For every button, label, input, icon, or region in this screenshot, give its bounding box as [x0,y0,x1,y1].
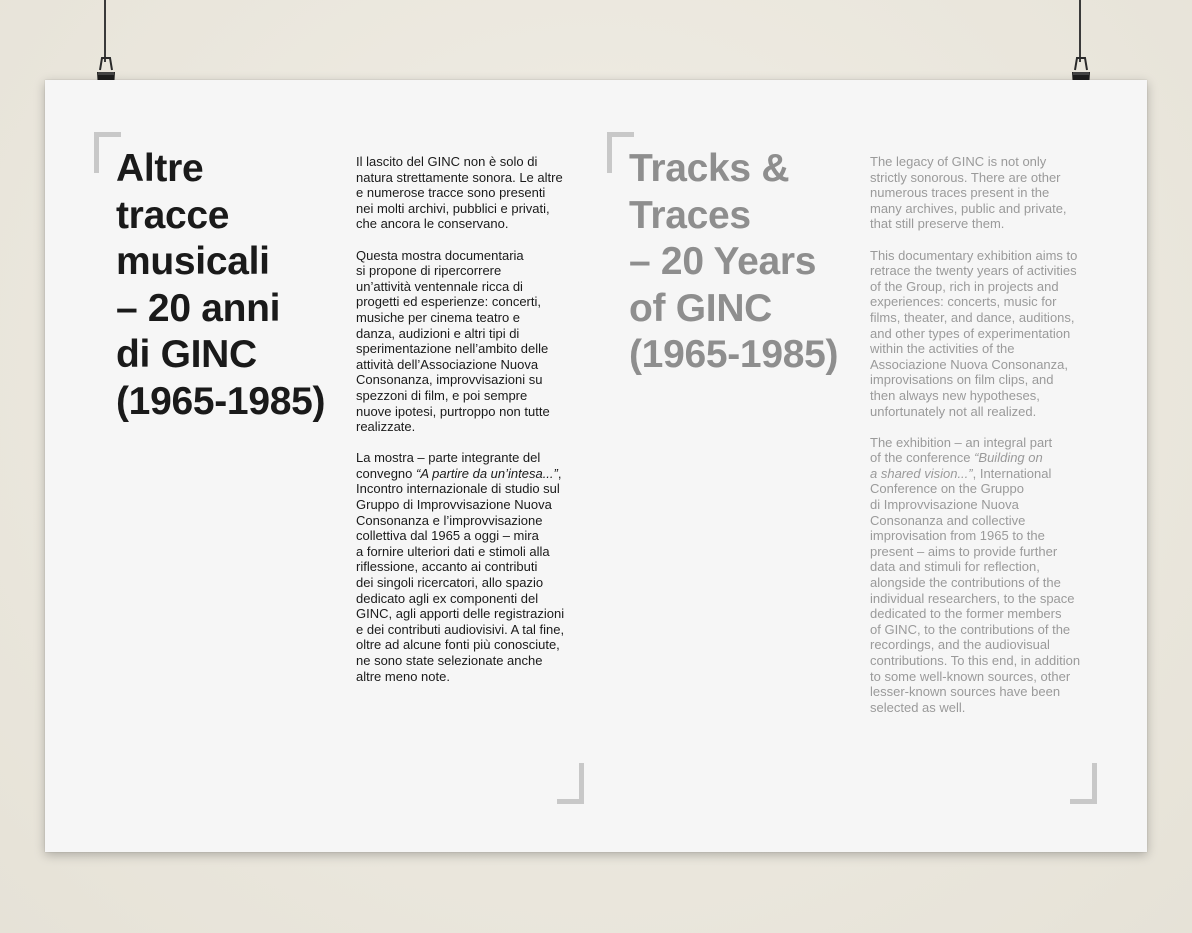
english-title [629,146,838,379]
text-line: lesser-known sources have been [870,684,1061,700]
text-line: nei molti archivi, pubblici e privati, [356,200,550,216]
text-line: of the Group, rich in projects and [870,278,1059,294]
text-line: La mostra – parte integrante del [356,450,541,466]
text-line: Conference on the Gruppo [870,481,1024,497]
title-line: – 20 anni [116,286,281,330]
text-line: di Improvvisazione Nuova [870,497,1019,513]
title-years: (1965-1985) [116,379,326,423]
text-line: improvisations on film clips, and [870,372,1054,388]
text-line: numerous traces present in the [870,185,1050,201]
text-line: nuove ipotesi, purtroppo non tutte [356,403,550,419]
conference-title: a shared vision...” [870,465,973,481]
text-line: riflessione, accanto ai contributi [356,559,538,575]
title-line: Tracks & [629,147,790,190]
text-line: collettiva dal 1965 a oggi – mira [356,528,539,544]
text-line: then always new hypotheses, [870,387,1040,403]
text-line: many archives, public and private, [870,200,1067,216]
text-line: altre meno note. [356,668,450,684]
title-line: – 20 Years [629,240,817,283]
english-paragraph-2 [870,248,1080,420]
text-line: dedicato agli ex componenti del [356,590,539,606]
text-line: strictly sonorous. There are other [870,169,1061,185]
text-line: Consonanza and collective [870,512,1026,528]
text-line: films, theater, and dance, auditions, [870,309,1075,325]
text-line: Consonanza e l’improvvisazione [356,512,543,528]
text-line: experiences: concerts, music for [870,294,1057,310]
title-line: tracce [116,193,230,237]
text-line: Gruppo di Improvvisazione Nuova [356,497,552,513]
text-line: ne sono state selezionate anche [356,653,543,668]
title-line: Altre [116,147,204,190]
text-line: realizzate. [356,419,416,435]
conference-title: “A partire da un’intesa...” [416,465,558,481]
text-line: e dei contributi audiovisivi. A tal fine, [356,621,565,637]
text-line: spezzoni di film, e poi sempre [356,387,528,403]
english-body [870,154,1080,731]
text-line: within the activities of the [870,341,1015,357]
text-line: The exhibition – an integral part [870,434,1053,450]
text-line: individual researchers, to the space [870,590,1075,606]
title-line: di GINC [116,333,257,376]
text-line: unfortunately not all realized. [870,403,1037,419]
text-line: Consonanza, improvvisazioni su [356,372,543,388]
text-line: musiche per cinema teatro e [356,309,521,325]
text-line: The legacy of GINC is not only [870,154,1047,169]
text-line: che ancora le conservano. [356,216,509,232]
title-years: (1965-1985) [629,333,839,376]
text-line: that still preserve them. [870,216,1005,232]
text-line: Questa mostra documentaria [356,247,524,263]
text-line: un’attività ventennale ricca di [356,278,523,294]
english-paragraph-1 [870,154,1080,232]
text-line: a fornire ulteriori dati e stimoli alla [356,543,550,559]
text-line: Il lascito del GINC non è solo di [356,154,538,169]
text-line: data and stimuli for reflection, [870,559,1040,575]
text-line: to some well-known sources, other [870,668,1071,684]
hanging-string-right [1079,0,1081,62]
text-line [870,466,1080,482]
text-line: contributions. To this end, in addition [870,653,1081,668]
text-fragment: of the conference [870,450,975,466]
hanging-string-left [104,0,106,62]
english-paragraph-3 [870,435,1080,716]
text-line: attività dell’Associazione Nuova [356,356,539,372]
poster-sheet [45,80,1147,852]
text-line: alongside the contributions of the [870,575,1061,591]
text-line [356,466,564,482]
italian-paragraph-2 [356,248,564,435]
text-line: dedicated to the former members [870,606,1062,622]
text-line: oltre ad alcune fonti più conosciute, [356,637,560,653]
title-line: of GINC [629,286,773,330]
text-line: Associazione Nuova Consonanza, [870,356,1069,372]
title-line: musicali [116,240,270,283]
text-line: of GINC, to the contributions of the [870,621,1071,637]
text-line: si propone di ripercorrere [356,263,502,279]
italian-title [116,146,325,425]
text-line: This documentary exhibition aims to [870,247,1078,263]
text-line: GINC, agli apporti delle registrazioni [356,606,565,622]
italian-body [356,154,564,700]
conference-title: “Building on [974,450,1043,466]
text-fragment: , International [972,465,1052,481]
text-line [870,450,1080,466]
text-line: sperimentazione nell’ambito delle [356,341,549,357]
corner-bracket-bottom-right-en [1070,763,1097,804]
text-line: natura strettamente sonora. Le altre [356,169,563,185]
text-line: progetti ed esperienze: concerti, [356,294,541,310]
text-line: dei singoli ricercatori, allo spazio [356,575,544,591]
text-fragment: convegno [356,465,416,481]
italian-paragraph-1 [356,154,564,232]
text-line: recordings, and the audiovisual [870,637,1050,653]
text-line: retrace the twenty years of activities [870,263,1077,279]
title-line: Traces [629,193,751,237]
text-line: danza, audizioni e altri tipi di [356,325,520,341]
text-line: Incontro internazionale di studio sul [356,481,560,497]
text-line: and other types of experimentation [870,325,1071,341]
text-line: improvisation from 1965 to the [870,528,1045,544]
italian-paragraph-3 [356,450,564,684]
text-line: selected as well. [870,699,966,715]
text-fragment: , [557,465,562,481]
text-line: present – aims to provide further [870,543,1058,559]
corner-bracket-bottom-right-it [557,763,584,804]
text-line: e numerose tracce sono presenti [356,185,546,201]
